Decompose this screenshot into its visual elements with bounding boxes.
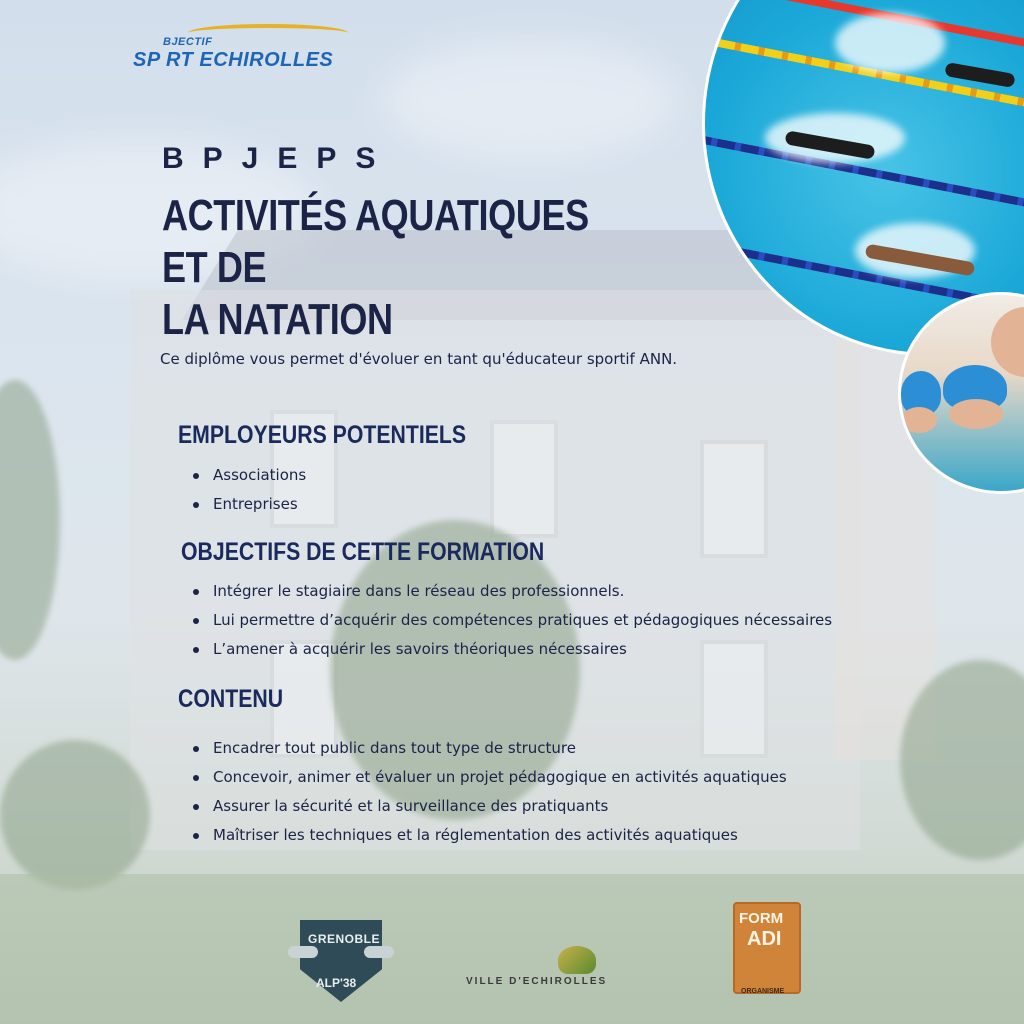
intro-text: Ce diplôme vous permet d'évoluer en tant qu'éducateur sportif ANN.: [160, 350, 678, 368]
ville-echirolles-text: VILLE D'ECHIROLLES: [466, 976, 608, 987]
kicker-bpjeps: BPJEPS: [162, 142, 395, 175]
objectives-heading: OBJECTIFS DE CETTE FORMATION: [181, 538, 545, 566]
page-title: [162, 190, 605, 346]
formadi-text-2: ADI: [747, 928, 782, 950]
list-item: Lui permettre d’acquérir des compétences pratiques et pédagogiques nécessaires: [187, 606, 832, 635]
employers-list: [187, 461, 306, 519]
list-item: L’amener à acquérir les savoirs théoriques nécessaires: [187, 635, 832, 664]
content-heading: CONTENU: [178, 685, 284, 713]
formadi-text-3: ORGANISME: [741, 988, 785, 995]
list-item: Associations: [187, 461, 306, 490]
list-item: Encadrer tout public dans tout type de structure: [187, 734, 787, 763]
ville-echirolles-logo: [466, 946, 692, 996]
list-item: Concevoir, animer et évaluer un projet pédagogique en activités aquatiques: [187, 763, 787, 792]
list-item: Assurer la sécurité et la surveillance des pratiquants: [187, 792, 787, 821]
employers-heading: EMPLOYEURS POTENTIELS: [178, 421, 467, 449]
logo-main-text: SP RT ECHIROLLES: [133, 49, 334, 71]
ville-echirolles-mark-icon: [558, 946, 596, 974]
alp38-logo-text: ALP'38: [316, 976, 357, 990]
title-line-1: ACTIVITÉS AQUATIQUES ET DE: [162, 191, 589, 292]
formadi-text-1: FORM: [739, 910, 784, 927]
list-item: Entreprises: [187, 490, 306, 519]
title-line-2: LA NATATION: [162, 295, 393, 344]
objectif-sport-echirolles-logo: [133, 24, 348, 80]
grenoble-alp38-logo: [288, 912, 394, 1004]
grenoble-logo-text: GRENOBLE: [308, 932, 381, 946]
objectives-list: [187, 577, 832, 664]
content-list: [187, 734, 787, 850]
logo-top-text: BJECTIF: [163, 36, 213, 48]
list-item: Maîtriser les techniques et la réglementation des activités aquatiques: [187, 821, 787, 850]
list-item: Intégrer le stagiaire dans le réseau des professionnels.: [187, 577, 832, 606]
formadi-logo: [733, 902, 803, 998]
